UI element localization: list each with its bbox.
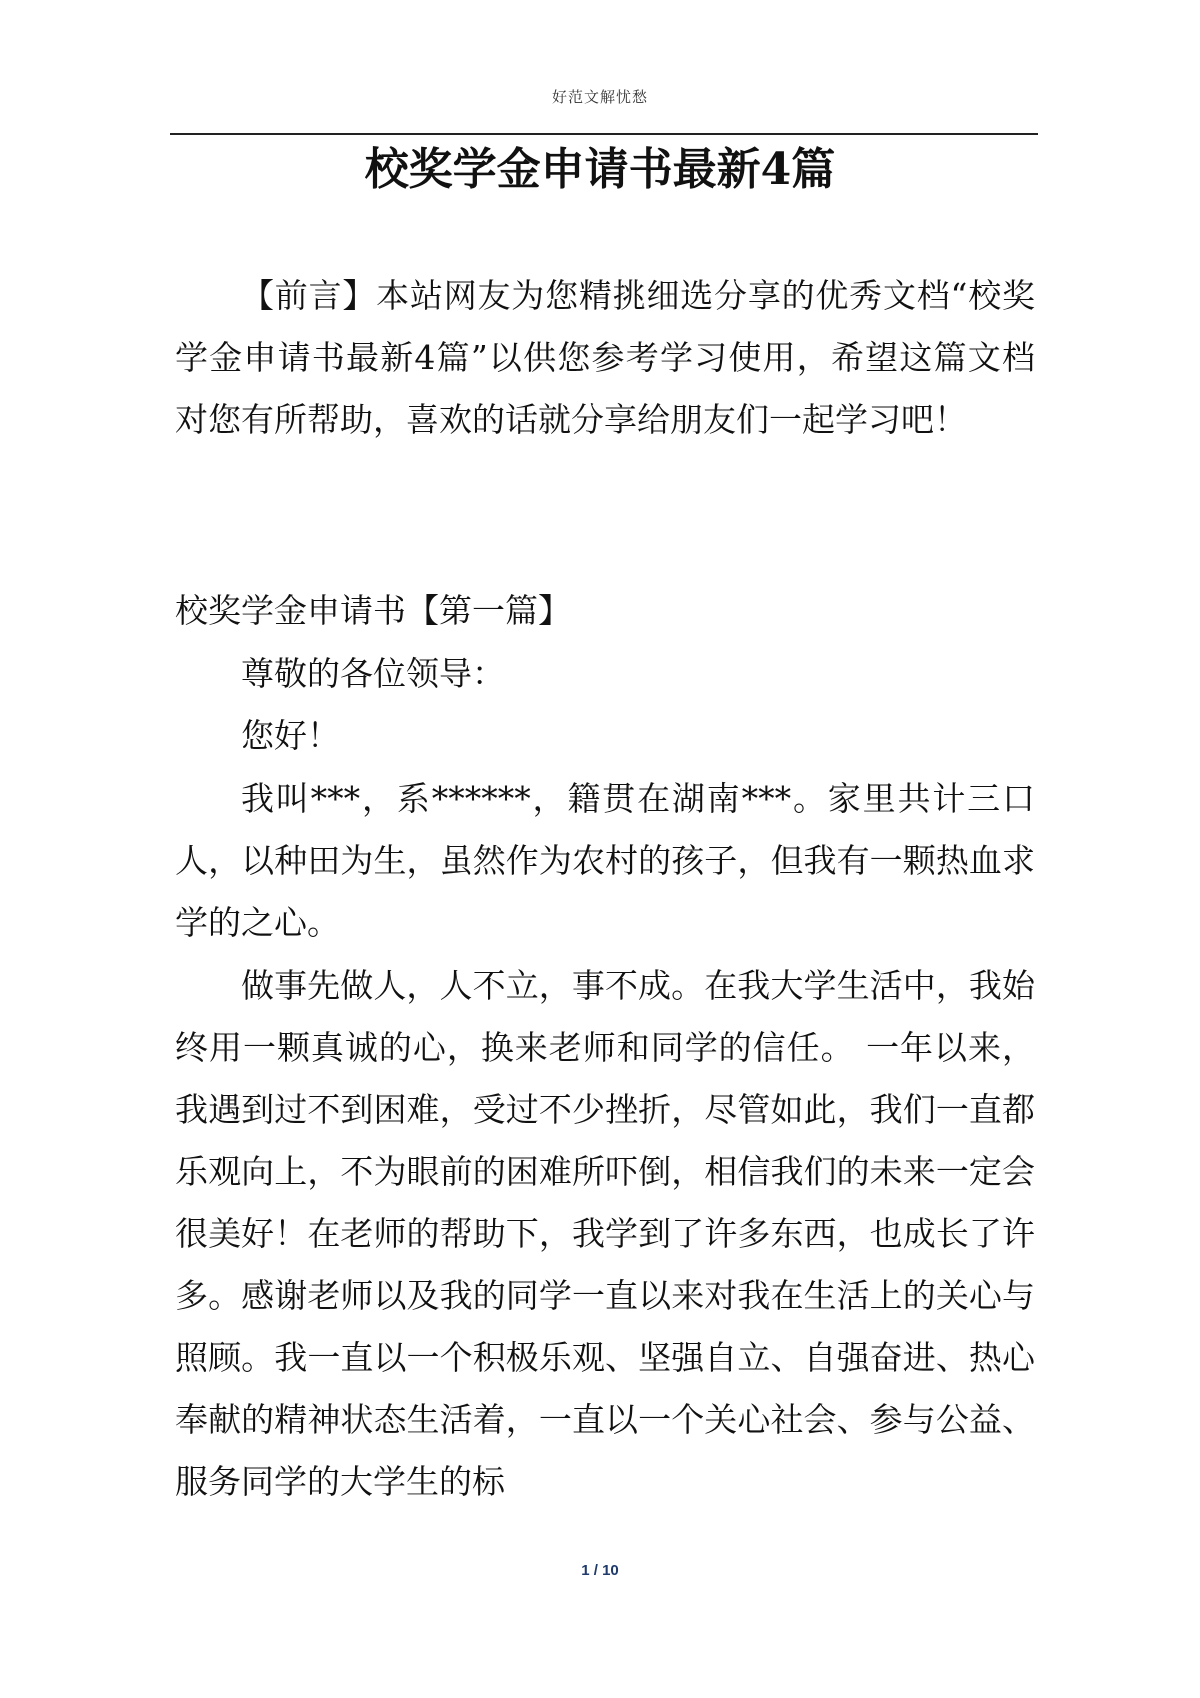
document-title: 校奖学金申请书最新4篇 (364, 144, 836, 195)
header-divider (170, 133, 1038, 135)
running-header: 好范文解忧愁 (551, 88, 648, 106)
greeting: 您好！ (241, 716, 340, 755)
body-paragraph: 我叫***，系******，籍贯在湖南***。家里共计三口人，以种田为生，虽然作为农村的孩子，但我有一颗热血求学的之心。 (175, 779, 1035, 942)
intro-paragraph: 【前言】本站网友为您精挑细选分享的优秀文档“校奖学金申请书最新4篇”以供您参考学习使用，希望这篇文档对您有所帮助，喜欢的话就分享给朋友们一起学习吧！ (175, 276, 1035, 439)
salutation: 尊敬的各位领导： (241, 654, 505, 693)
section-heading: 校奖学金申请书【第一篇】 (175, 591, 571, 630)
body-paragraph: 做事先做人，人不立，事不成。在我大学生活中，我始终用一颗真诚的心，换来老师和同学的信任。 一年以来，我遇到过不到困难，受过不少挫折，尽管如此，我们一直都乐观向上，不为眼前的困难所吓倒，相信我们的未来一定会很美好！在老师的帮助下，我学到了许多东西，也成长了许多。感谢老师以及我的同学一直以来对我在生活上的关心与照顾。我一直以一个积极乐观、坚强自立、自强奋进、热心奉献的精神状态生活着，一直以一个关心社会、参与公益、服务同学的大学生的标 (175, 966, 1035, 1501)
page-number: 1 / 10 (581, 1562, 619, 1579)
